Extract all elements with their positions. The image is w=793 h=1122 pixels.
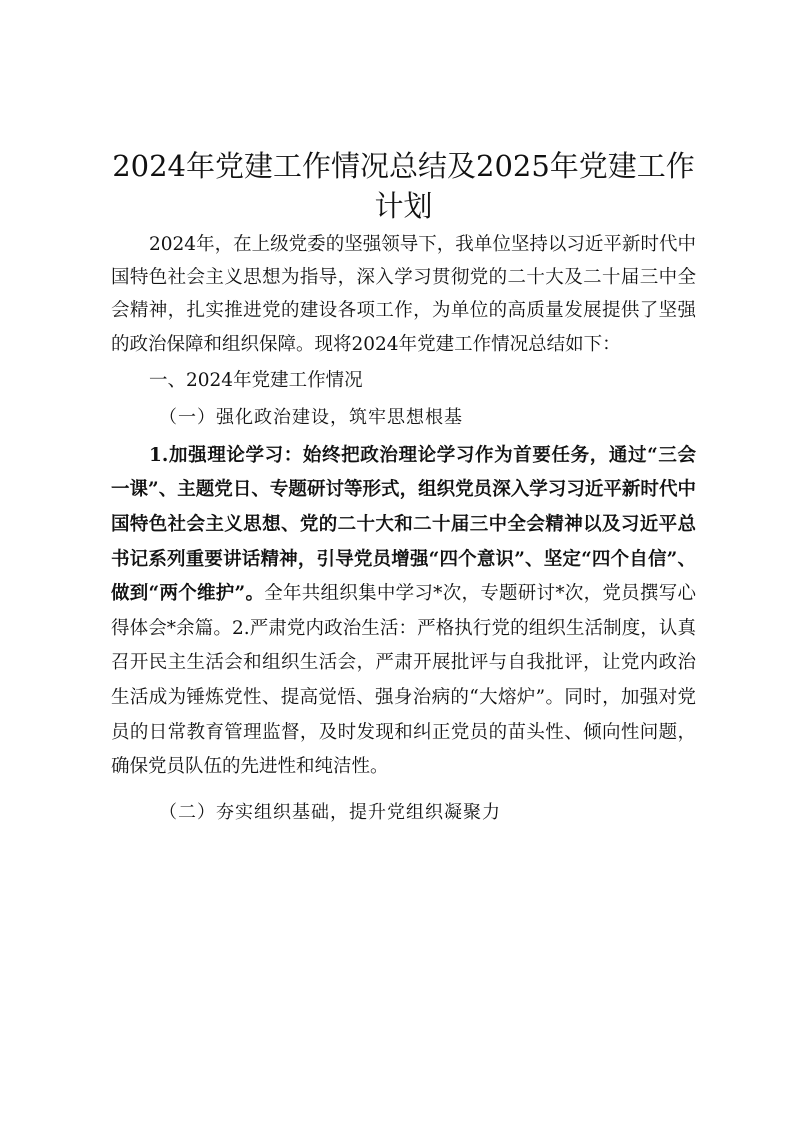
regular-text: 全年共组织集中学习*次，专题研讨*次，党员撰写心得体会*余篇。2.严肃党内政治生活：严格执行党的组织生活制度，认真召开民主生活会和组织生活会，严肃开展批评与自我批评，让党内政治生活成为锤炼党性、提高觉悟、强身治病的“大熔炉”。同时，加强对党员的日常教育管理监督，及时发现和纠正党员的苗头性、倾向性问题，确保党员队伍的先进性和纯洁性。 [111, 583, 696, 778]
document-page [111, 146, 696, 831]
section-heading: 一、2024年党建工作情况 [149, 369, 363, 391]
title-line-1: 2024年党建工作情况总结及2025年党建工作 [112, 149, 695, 183]
document-title [111, 146, 696, 226]
bold-lead-text: 1.加强理论学习：始终把政治理论学习作为首要任务，通过“三会一课”、主题党日、专题研讨等形式，组织党员深入学习习近平新时代中国特色社会主义思想、党的二十大和二十届三中全会精神以及习近平总书记系列重要讲话精神，引导党员增强“四个意识”、坚定“四个自信”、做到“两个维护”。 [111, 444, 696, 605]
subsection-heading-2: （二）夯实组织基础，提升党组织凝聚力 [159, 801, 501, 823]
subsection-heading: （一）强化政治建设，筑牢思想根基 [159, 406, 463, 428]
intro-paragraph: 2024年，在上级党委的坚强领导下，我单位坚持以习近平新时代中国特色社会主义思想为指导，深入学习贯彻党的二十大及二十届三中全会精神，扎实推进党的建设各项工作，为单位的高质量发展提供了坚强的政治保障和组织保障。现将2024年党建工作情况总结如下： [111, 234, 696, 355]
body-paragraph [111, 439, 696, 785]
title-line-2: 计划 [374, 189, 433, 223]
